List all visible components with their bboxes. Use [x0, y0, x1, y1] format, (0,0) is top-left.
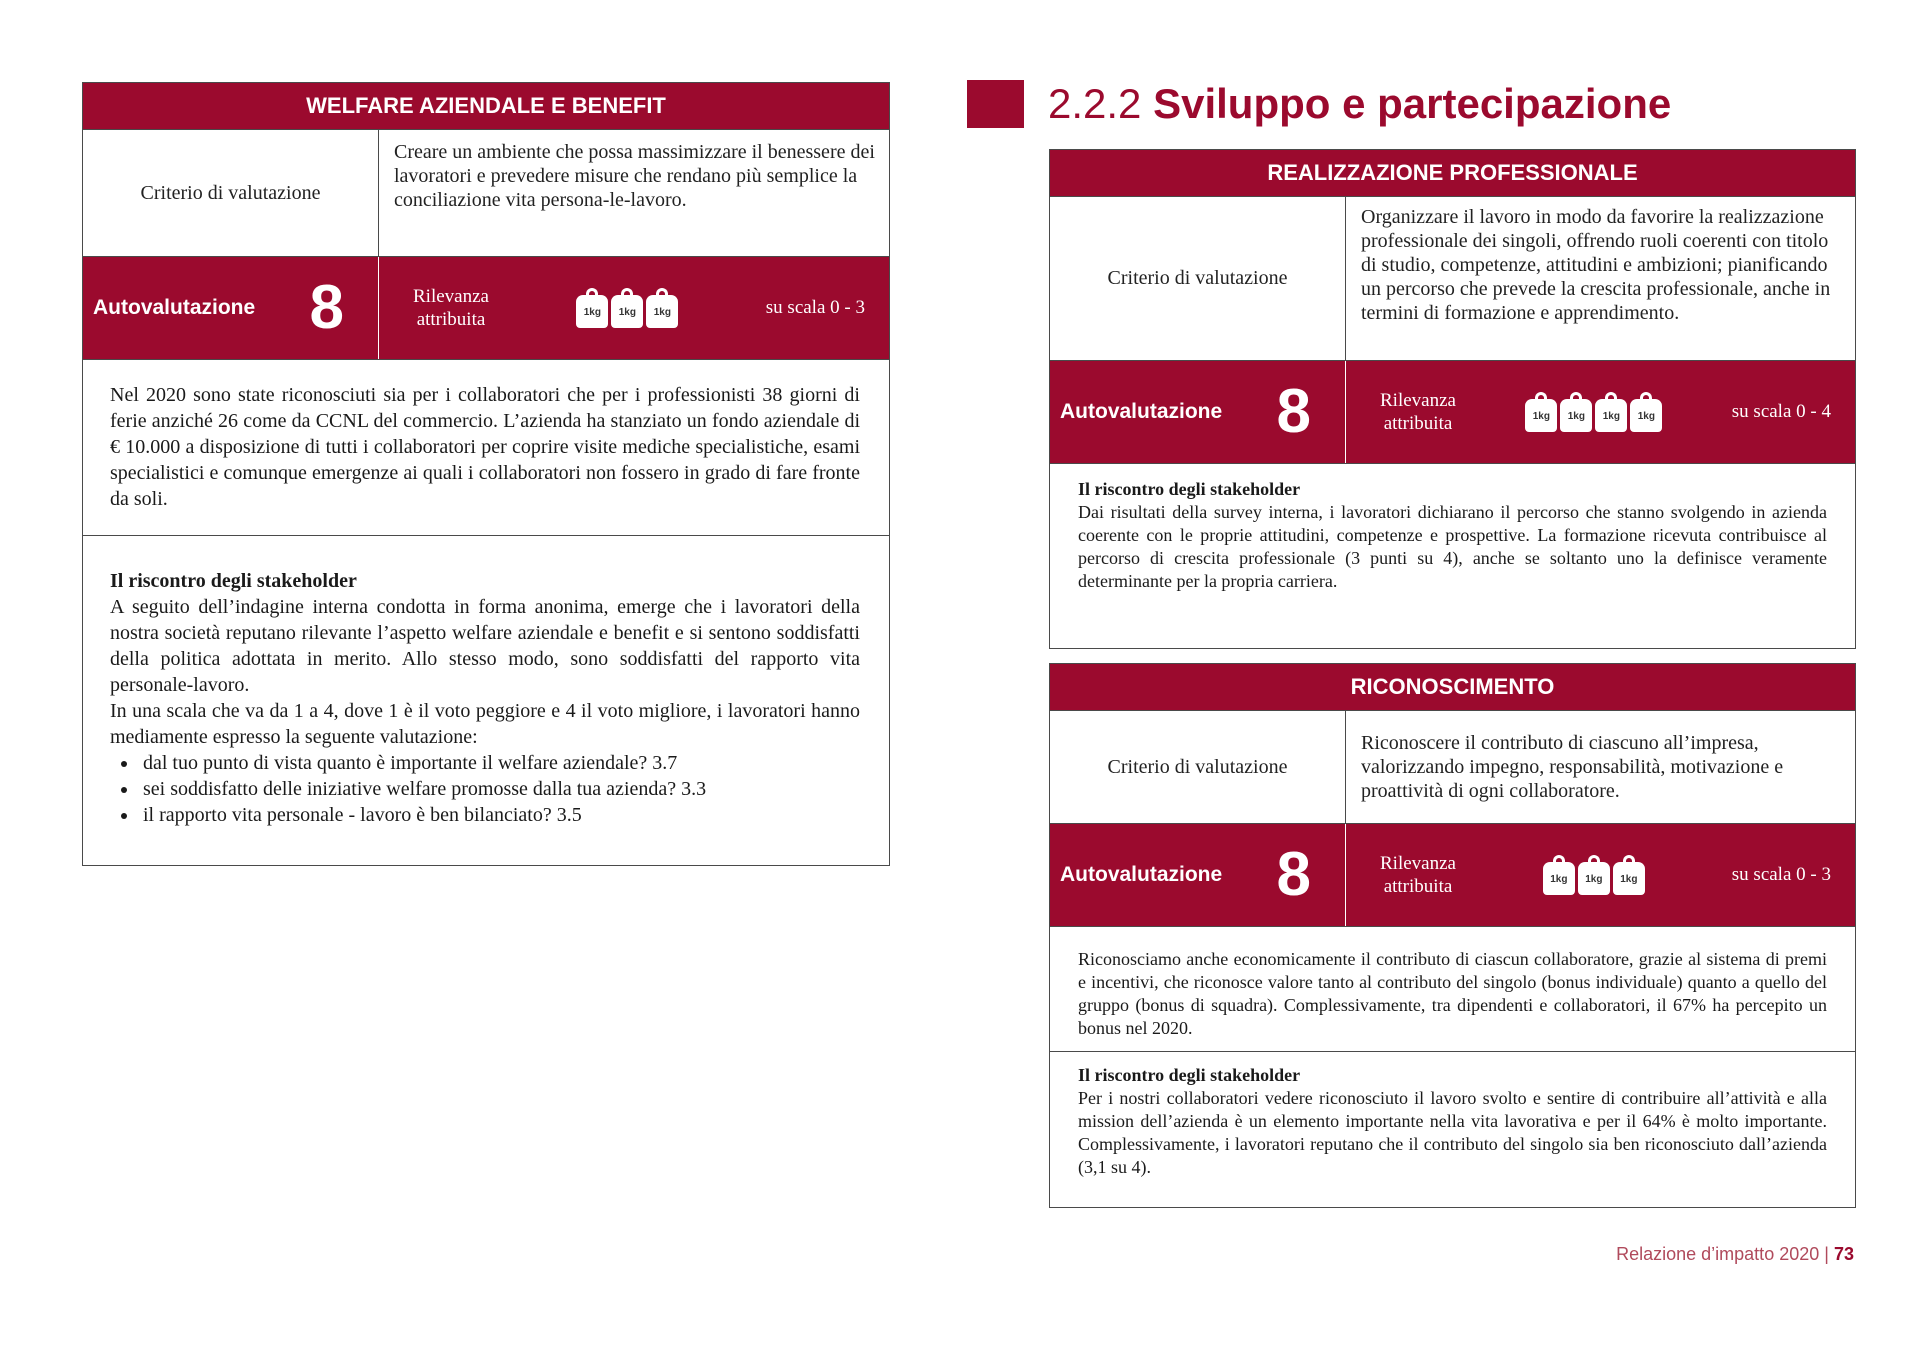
weight-icon: [646, 288, 678, 328]
body-section: [1050, 927, 1855, 1052]
criterio-row: [1050, 711, 1855, 824]
rilevanza-label: [1380, 389, 1456, 435]
autovalutazione-label: Autovalutazione: [93, 296, 256, 319]
rilevanza-label: [413, 285, 489, 331]
stakeholder-section: [83, 536, 889, 828]
autovalutazione-cell: [1050, 824, 1346, 926]
riconoscimento-card: [1049, 663, 1856, 1208]
section-title: [1048, 76, 1671, 132]
section-marker: [967, 80, 1024, 128]
scala-label: su scala 0 - 3: [1731, 864, 1831, 885]
weight-label: 1kg: [1630, 399, 1662, 432]
rilevanza-cell: [1346, 361, 1855, 463]
stakeholder-title: Il riscontro degli stakeholder: [110, 570, 357, 592]
weight-icon: [1560, 392, 1592, 432]
body-text: Riconosciamo anche economicamente il contributo di ciascun collaboratore, grazie al sistema di premi e incentivi, che riconosce valore tanto al contributo del singolo (bonus individuale) quanto a quello del gruppo (bonus di squadra). Complessivamente, tra dipendenti e collaboratori, il 67% ha percepito un bonus nel 2020.: [1078, 949, 1827, 1038]
criterio-label: Criterio di valutazione: [1050, 711, 1346, 823]
welfare-card: [82, 82, 890, 866]
rilevanza-label-line: Rilevanza: [1380, 853, 1456, 874]
autovalutazione-score: 8: [1276, 377, 1311, 446]
stakeholder-section: [1050, 464, 1855, 593]
criterio-label: Criterio di valutazione: [83, 130, 379, 256]
list-item: • il rapporto vita personale - lavoro è ben bilanciato? 3.5: [139, 802, 860, 828]
report-title: Relazione d’impatto 2020: [1616, 1244, 1820, 1264]
body-section: [83, 360, 889, 536]
page-number: 73: [1833, 1244, 1854, 1264]
weight-icon: [1630, 392, 1662, 432]
autovalutazione-label: Autovalutazione: [1060, 400, 1223, 423]
weight-icon: [611, 288, 643, 328]
body-text: Nel 2020 sono state riconosciuti sia per i collaboratori che per i professionisti 38 giorni di ferie anziché 26 come da CCNL del commercio. L’azienda ha stanziato un fondo aziendale di € 10.000 a disposizione di tutti i collaboratori per coprire visite mediche specialistiche, esami specialistici e comunque emergenze ai quali i collaboratori non fossero in grado di fare fronte da soli.: [110, 384, 860, 510]
weight-label: 1kg: [646, 295, 678, 328]
scala-label: su scala 0 - 3: [765, 297, 865, 318]
weight-label: 1kg: [1578, 862, 1610, 895]
weight-label: 1kg: [1595, 399, 1627, 432]
rilevanza-cell: [1346, 824, 1855, 926]
criterio-text: Organizzare il lavoro in modo da favorire la realizzazione professionale dei singoli, offrendo ruoli coerenti con titolo di studio, competenze, attitudini e ambizioni; pianificando un percorso che prevede la crescita professionale, anche in termini di formazione e apprendimento.: [1361, 206, 1831, 324]
rilevanza-label-line: attribuita: [1383, 413, 1453, 434]
list-item: • sei soddisfatto delle iniziative welfare promosse dalla tua azienda? 3.3: [139, 776, 860, 802]
card-header: WELFARE AZIENDALE E BENEFIT: [83, 83, 889, 130]
card-header: REALIZZAZIONE PROFESSIONALE: [1050, 150, 1855, 197]
page-footer: [1616, 1244, 1854, 1265]
criterio-text: Creare un ambiente che possa massimizzare il benessere dei lavoratori e prevedere misure che rendano più semplice la conciliazione vita persona-le-lavoro.: [394, 141, 875, 211]
section-number: 2.2.2: [1048, 80, 1142, 127]
autovalutazione-row: [83, 257, 889, 360]
weight-label: 1kg: [1613, 862, 1645, 895]
rilevanza-label-line: attribuita: [1383, 876, 1453, 897]
footer-separator: |: [1824, 1244, 1829, 1264]
weight-icon: [576, 288, 608, 328]
list-item: • dal tuo punto di vista quanto è importante il welfare aziendale? 3.7: [139, 750, 860, 776]
autovalutazione-row: [1050, 361, 1855, 464]
rilevanza-label: [1380, 852, 1456, 898]
autovalutazione-cell: [83, 257, 379, 359]
stakeholder-text: A seguito dell’indagine interna condotta in forma anonima, emerge che i lavoratori della nostra società reputano rilevante l’aspetto welfare aziendale e benefit e si sentono soddisfatti della politica adottata in merito. Allo stesso modo, sono soddisfatti del rapporto vita personale-lavoro.: [110, 596, 860, 696]
stakeholder-text: In una scala che va da 1 a 4, dove 1 è il voto peggiore e 4 il voto migliore, i lavoratori hanno mediamente espresso la seguente valutazione:: [110, 700, 860, 748]
weight-icon: [1613, 855, 1645, 895]
weight-icon: [1543, 855, 1575, 895]
autovalutazione-row: [1050, 824, 1855, 927]
weights-group: [576, 288, 678, 328]
criterio-text: Riconoscere il contributo di ciascuno all’impresa, valorizzando impegno, responsabilità, motivazione e proattività di ogni collaboratore.: [1361, 732, 1784, 802]
stakeholder-text: Per i nostri collaboratori vedere riconosciuto il lavoro svolto e sentire di contribuire all’attività e alla mission dell’azienda è un elemento importante nella vita lavorativa e per il 64% è molto importante. Complessivamente, i lavoratori reputano che il contributo del singolo sia ben riconosciuto dall’azienda (3,1 su 4).: [1078, 1088, 1827, 1177]
weight-label: 1kg: [1525, 399, 1557, 432]
stakeholder-list: [110, 750, 860, 828]
stakeholder-section: [1050, 1052, 1855, 1179]
realizzazione-card: [1049, 149, 1856, 649]
weight-label: 1kg: [576, 295, 608, 328]
weight-label: 1kg: [1543, 862, 1575, 895]
stakeholder-text: Dai risultati della survey interna, i lavoratori dichiarano il percorso che stanno svolgendo in azienda coerente con le proprie attitudini, competenze e prospettive. La formazione ricevuta contribuisce al percorso di crescita professionale (3 punti su 4), anche se soltanto uno la definisce veramente determinante per la propria carriera.: [1078, 502, 1827, 591]
weight-icon: [1578, 855, 1610, 895]
stakeholder-title: Il riscontro degli stakeholder: [1078, 479, 1301, 499]
criterio-row: [1050, 197, 1855, 361]
criterio-row: [83, 130, 889, 257]
autovalutazione-score: 8: [309, 273, 344, 342]
weight-icon: [1525, 392, 1557, 432]
autovalutazione-cell: [1050, 361, 1346, 463]
weight-label: 1kg: [611, 295, 643, 328]
stakeholder-title: Il riscontro degli stakeholder: [1078, 1065, 1301, 1085]
weights-group: [1543, 855, 1645, 895]
card-header: RICONOSCIMENTO: [1050, 664, 1855, 711]
weight-label: 1kg: [1560, 399, 1592, 432]
rilevanza-label-line: attribuita: [416, 309, 486, 330]
criterio-label: Criterio di valutazione: [1050, 197, 1346, 360]
autovalutazione-score: 8: [1276, 840, 1311, 909]
rilevanza-label-line: Rilevanza: [1380, 390, 1456, 411]
autovalutazione-label: Autovalutazione: [1060, 863, 1223, 886]
rilevanza-cell: [379, 257, 889, 359]
section-name: Sviluppo e partecipazione: [1153, 80, 1672, 127]
weight-icon: [1595, 392, 1627, 432]
weights-group: [1525, 392, 1662, 432]
scala-label: su scala 0 - 4: [1731, 401, 1831, 422]
rilevanza-label-line: Rilevanza: [413, 286, 489, 307]
